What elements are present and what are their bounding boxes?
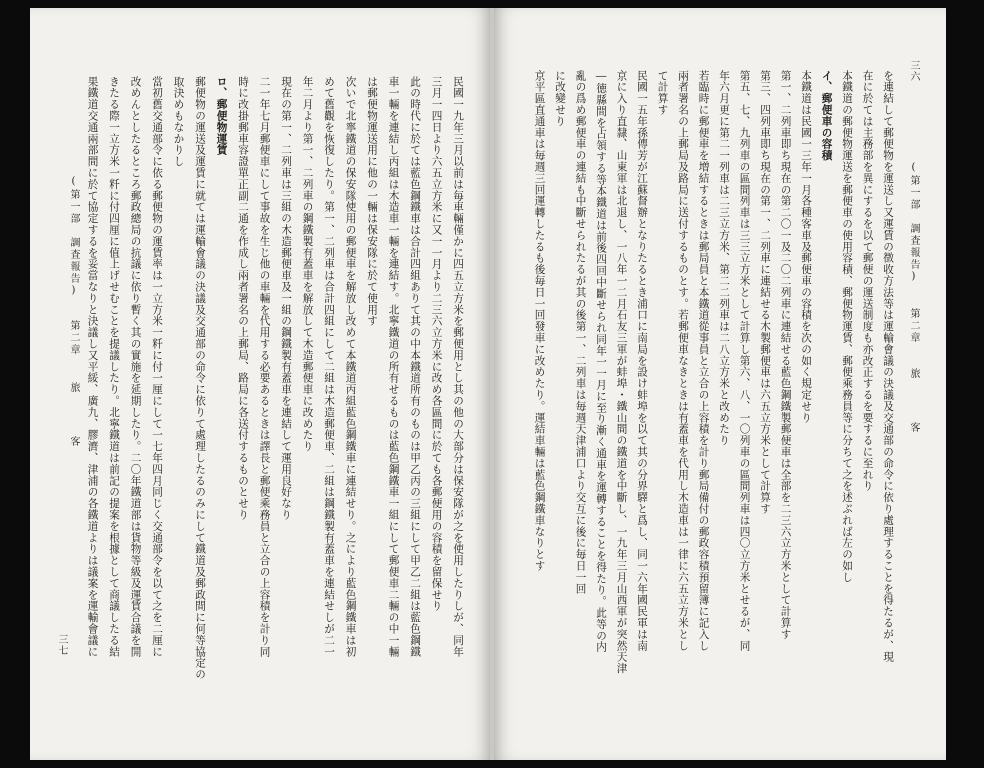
text-line: 第一、二列車即ち現在の第二〇一及二〇二列車に連結せる藍色鋼鐵製郵便車は全部を二三六立方米として計算す — [779, 70, 792, 640]
text-line: 當初舊交通部令に依る郵便物の運賃率は一立方米一粁に付一厘にして一七年四月同じく交通部令を以て之を二厘に — [151, 76, 163, 658]
text-line: 民國一五年孫傳芳が江蘇督辦となりたるとき浦口に南局を設け蚌埠を以て其の分界驛と爲し、同一六年國民軍は南 — [636, 70, 648, 652]
text-line: イ、郵便車の容積 — [820, 70, 833, 162]
text-line: 二一年七月郵便車にして事故を生じ他の車輛を代用する必要あるときは譯長と郵便乘務員と立合の上容積を計り同 — [258, 76, 271, 658]
text-line: 年六月更に第二一列車は二三立方米、第二二列車は二八立方米と改めたり — [718, 70, 730, 447]
left-page — [30, 8, 490, 760]
text-line: て計算す — [656, 70, 669, 116]
running-header-char: 客 — [68, 436, 79, 448]
text-line: 此の時代に於ては藍色鋼鐵車は合計四組ありて其の中本鐵道所有のものは甲乙丙の三組にして甲乙二組は藍色鋼鐵 — [409, 76, 421, 658]
text-line: 第三、四列車即ち現在の第一、二列車に連結せる木製郵便車は六五立方米として計算す — [759, 70, 771, 515]
text-line: 時に改掛郵車容證單正副二通を作成し兩者署名の上郵局、路局に各送付するものとせり — [237, 76, 249, 521]
text-line: ―徳縣間を占領する等本鐵道は前後四回中斷せられ同年一一月に至り漸く通車を運轉することを得たり。此等の内 — [595, 70, 607, 653]
text-line: 本鐵道の郵便物運送を郵便車の使用容積、郵便物運賃、郵便乘務員等に分ちて之を述ぶれば左の如し — [841, 70, 853, 583]
text-line: めて舊觀を恢復したり。第一、二列車は合計四組にして二組は木造郵便車、二組は鋼鐵製有蓋車を連結せしが二一 — [323, 76, 335, 658]
text-line: ロ、郵便物運賃 — [215, 76, 228, 156]
text-line: 京平區直通車は毎週三回運轉したるも後毎日一回發車に改めたり。運結車輛は藍色鋼鐵車なりとす — [533, 70, 546, 572]
text-line: に改變せり — [554, 70, 566, 127]
text-line: 現在の第一、二列車は三組の木造郵便車及一組の鋼鐵製有蓋車を連結して運用良好なり — [280, 76, 292, 521]
running-header-char: 客 — [908, 422, 919, 434]
running-header-char: 旅 — [908, 368, 919, 380]
text-line: を連結して郵便物を運送し又運賃の徴收方法等は運輸會議の決議及交通部の命令に依り處理することを得たるが、現 — [882, 70, 894, 663]
running-header-part: (第一部 調査報告) — [68, 176, 79, 298]
running-header-part: (第一部 調査報告) — [908, 162, 919, 284]
text-line: 果鐵道交通兩部間に於て協定するを妥當なりと決議し又平綏、廣九、膠濟、津浦の各鐵道よりは議案を運輸會議に — [86, 76, 99, 658]
text-line: 次いで北寧鐵道の保安隊使用の郵便車を解放し改めて本鐵道丙組藍色鋼鐵車に連結せり。之により藍色鋼鐵車は初 — [344, 76, 357, 658]
page-number: 三六 — [908, 60, 919, 82]
running-header-chapter: 第二章 — [68, 320, 79, 356]
page-number: 三七 — [56, 634, 67, 656]
text-line: 第五、七、九列車の區間列車は三三立方米として計算し第六、八、一〇列車の區間列車は四〇立方米とせるが、同 — [738, 70, 751, 652]
text-line: 亂の爲め郵便車の連結も中斷せられたるが其の後第一、二列車は毎週天津浦口より交互に後に毎日一回 — [574, 70, 587, 595]
text-line: 京に入り直隸、山東軍は北退し、一八年一二月石友三軍が蚌埠・鐵山間の鐵道を中斷し、一九年三月山西軍が突然天津 — [615, 70, 628, 675]
text-line: きたる際一立方米一粁に付四厘に值上げせむことを提議したり。北寧鐵道は前記の提案を根據として商議したる結 — [108, 76, 120, 658]
text-line: 民國一九年三月以前は毎車輛僅かに四五立方米を郵便用とし其の他の大部分は保安隊が之を使用したりしが、同年 — [452, 76, 464, 658]
text-line: 在に於ては主務部を異にするを以て郵便の運送制度も亦改正するを要するに至れり — [861, 70, 874, 492]
text-line: 若臨時に郵便車を増結するときは郵局員と本鐵道從事員と立合の上容積を計り郵局備付の郵政容積預留簿に記入し — [697, 70, 710, 652]
running-header-chapter: 第二章 — [908, 308, 919, 344]
text-line: は郵便物運送用に他の一輛は保安隊に於て使用す — [366, 76, 378, 327]
text-line: 兩者署名の上郵局及路局に送付するものとす。若郵便車なきときは有蓋車を代用し木造車は一律に六五立方米とし — [677, 70, 689, 652]
text-line: 取決めもなかりし — [172, 76, 185, 168]
text-line: 三月一四日より六五立方米に又一一月より二三六立方米に改め各區間に於ても各郵便用の容積を留保せり — [430, 76, 443, 612]
text-line: 改めんとしたるところ郵政總局の抗議に依り暫く其の實施を延期したり。二〇年鐵道部は貨物等級及運賃合議を開 — [129, 76, 142, 658]
right-page — [494, 8, 946, 760]
text-line: 郵便物の運送及運賃に就ては運輸會議の決議及交通部の命令に依りて處理したるのみにして鐵道及郵政間に何等協定の — [194, 76, 206, 681]
running-header-char: 旅 — [68, 382, 79, 394]
text-line: 車一輛を連結し丙組は木造車一輛を連結す。北寧鐵道の所有せるものは藍色鋼鐵車一組にして郵便車二輛の中一輛 — [387, 76, 400, 658]
text-line: 本鐵道は民國一三年一月各種客車及郵便車の容積を次の如く規定せり — [800, 70, 812, 424]
text-line: 年二月より第一、二列車の鋼鐵製有蓋車を解放して木造郵便車に改めたり — [301, 76, 314, 453]
